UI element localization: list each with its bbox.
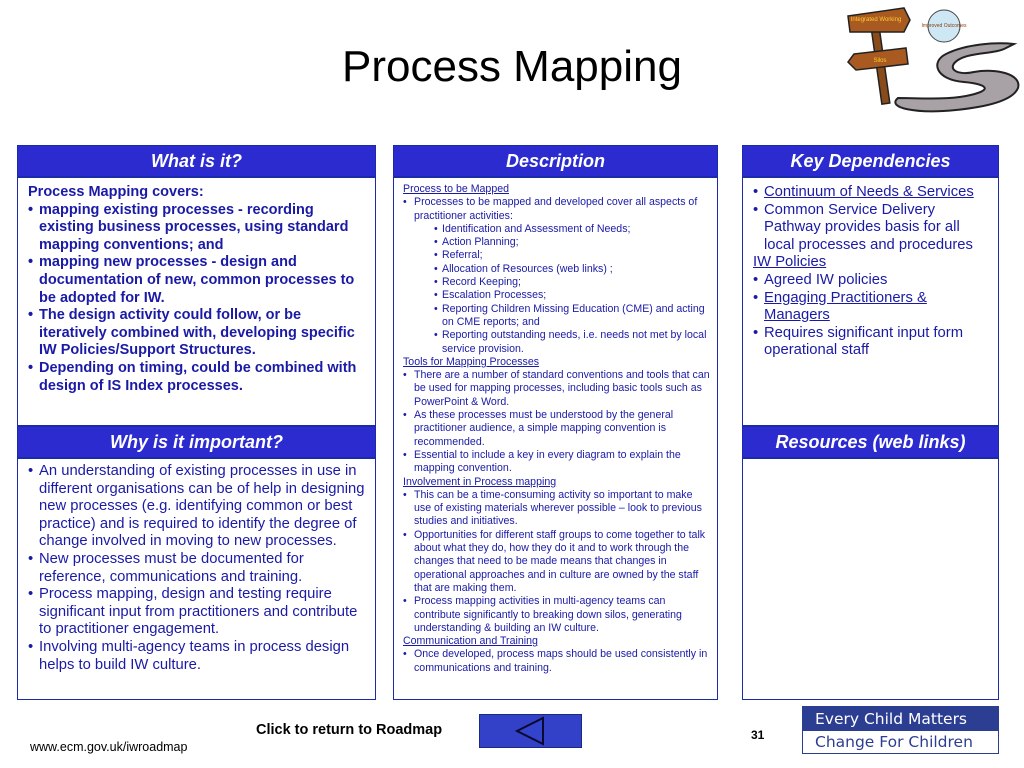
ecm-logo-line1: Every Child Matters [803,707,998,731]
ecm-logo [802,706,999,754]
signpost-clipart [846,2,1022,120]
list-item: • New processes must be documented for reference, communications and training. [28,551,370,586]
list-item: • Reporting outstanding needs, i.e. needs not met by local service provision. [434,329,711,356]
back-arrow-icon [479,714,582,748]
list-item: • Agreed IW policies [753,272,993,290]
what-is-it-header: What is it? [17,145,376,177]
list-item: • Essential to include a key in every diagram to explain the mapping convention. [403,449,711,476]
list-item: • Record Keeping; [434,276,711,289]
list-item: • mapping new processes - design and documentation of new, common processes to be adopted for IW. [28,254,370,307]
description-header: Description [393,145,718,177]
list-item: • Involving multi-agency teams in process design helps to build IW culture. [28,639,370,674]
why-important-header: Why is it important? [17,426,376,458]
list-item: • The design activity could follow, or be iteratively combined with, developing specific IW Policies/Support Structures. [28,307,370,360]
list-item: • Referral; [434,249,711,262]
list-item: • An understanding of existing processes in use in different organisations can be of help in designing new processes (e.g. identifying common or best practice) and is required to identify the degree of change involved in moving to new processes. [28,463,370,551]
list-item: • Requires significant input form operational staff [753,325,993,360]
ecm-logo-line2: Change For Children [803,731,998,753]
resources-panel [742,458,999,700]
list-item: • Opportunities for different staff groups to come together to talk about what they do, how they do it and to work through the changes that need to be made means that changes in operational approaches and in culture are owned by the staff that are making them. [403,529,711,595]
list-item: • Depending on timing, could be combined with design of IS Index processes. [28,360,370,395]
list-item: • mapping existing processes - recording existing business processes, using standard mapping conventions; and [28,202,370,255]
dependency-link-continuum[interactable]: • Continuum of Needs & Services [753,184,993,202]
list-item: • Process mapping, design and testing require significant input from practitioners and contribute to practitioner engagement. [28,586,370,639]
list-item: • Escalation Processes; [434,289,711,302]
list-item: • There are a number of standard conventions and tools that can be used for mapping processes, including basic tools such as PowerPoint & Word. [403,369,711,409]
why-important-list [28,463,370,674]
description-process-sublist [434,223,711,356]
why-important-panel [17,458,376,700]
signpost-label-silos: Silos [873,58,887,64]
footer-url: www.ecm.gov.uk/iwroadmap [30,740,188,754]
what-is-it-list [28,202,370,396]
what-is-it-intro: Process Mapping covers: [28,184,204,200]
description-section-process-title: Process to be Mapped [403,183,509,195]
page-number: 31 [751,728,765,742]
dependency-link-iw-policies[interactable]: IW Policies [753,254,827,271]
resources-header: Resources (web links) [742,426,999,458]
dependency-link-engaging[interactable]: • Engaging Practitioners & Managers [753,290,993,325]
signpost-label-improved: Improved Outcomes [921,23,967,29]
page-title: Process Mapping [342,42,682,91]
list-item: • Once developed, process maps should be used consistently in communications and training. [403,648,711,675]
return-to-roadmap-button[interactable] [479,714,582,748]
list-item: • Process mapping activities in multi-agency teams can contribute significantly to breaking down silos, generating understanding & building an IW culture. [403,595,711,635]
signpost-label-integrated: Integrated Working [850,17,902,23]
list-item: • Common Service Delivery Pathway provides basis for all local processes and procedures [753,202,993,255]
description-panel [393,177,718,700]
key-dependencies-panel [742,177,999,426]
list-item: • Allocation of Resources (web links) ; [434,263,711,276]
description-section-tools-title: Tools for Mapping Processes [403,355,540,368]
description-section-involvement-title: Involvement in Process mapping [403,475,557,488]
list-item: • Processes to be mapped and developed cover all aspects of practitioner activities: [403,196,711,223]
list-item: • This can be a time-consuming activity so important to make use of existing materials wherever possible – look to previous studies and initiatives. [403,489,711,529]
key-dependencies-header: Key Dependencies [742,145,999,177]
description-section-communication-title: Communication and Training [403,635,538,648]
return-to-roadmap-label[interactable]: Click to return to Roadmap [256,722,443,738]
list-item: • Action Planning; [434,236,711,249]
what-is-it-panel [17,177,376,426]
list-item: • Identification and Assessment of Needs; [434,223,711,236]
list-item: • As these processes must be understood by the general practitioner audience, a simple mapping convention is recommended. [403,409,711,449]
list-item: • Reporting Children Missing Education (CME) and acting on CME reports; and [434,303,711,330]
